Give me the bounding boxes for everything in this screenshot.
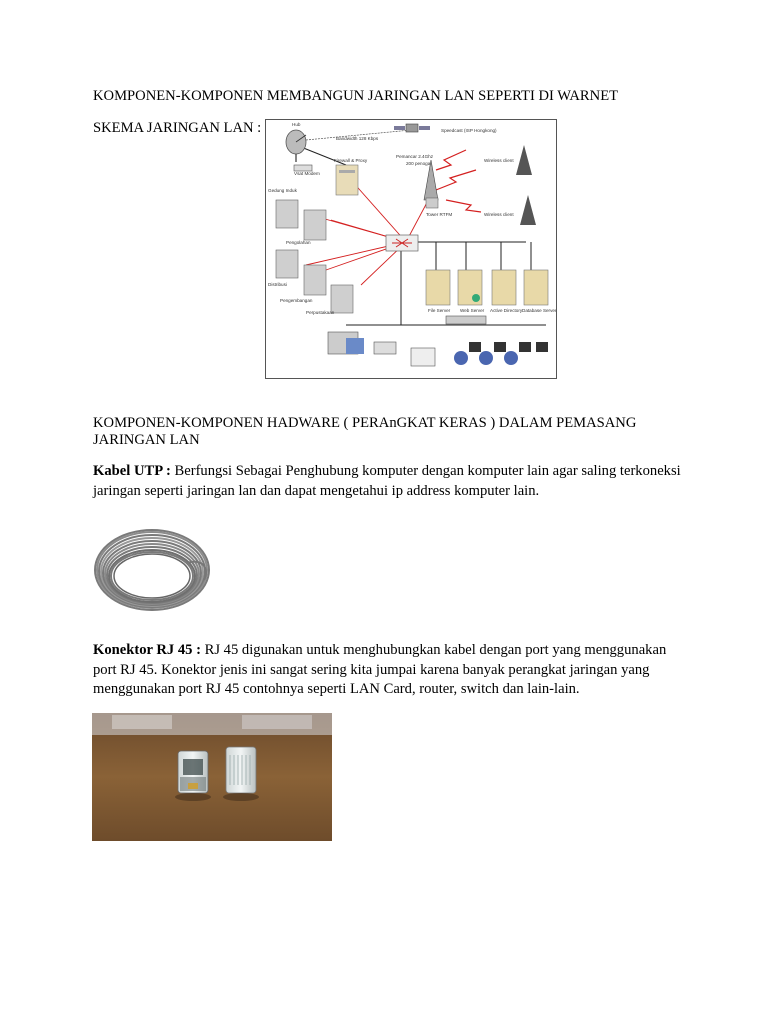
label-modem: Vsat Modem [294, 171, 320, 176]
schema-label: SKEMA JARINGAN LAN : [93, 120, 262, 136]
peripheral-devices-icons [328, 332, 435, 366]
label-tower: Tower RTFM [426, 212, 453, 217]
workstation-users-icons [454, 342, 548, 365]
label-speedcast: Speedcast (ISP Hongkong) [441, 128, 497, 133]
router-switch-icon [386, 235, 418, 251]
label-wireless-client-1: Wireless client [484, 158, 514, 163]
lan-network-diagram [265, 119, 557, 379]
rj45-description: RJ 45 digunakan untuk menghubungkan kabel dengan port yang menggunakan port RJ 45. Konektor jenis ini sangat sering kita jumpai karena banyak perangkat jaringan yang menggunakan port RJ 45 contohnya seperti LAN Card, router, switch dan lain-lain. [93, 642, 667, 697]
page-heading: KOMPONEN-KOMPONEN MEMBANGUN JARINGAN LAN SEPERTI DI WARNET [93, 88, 619, 104]
transmitter-tower-icon [424, 160, 438, 208]
server-rack-icons [426, 270, 548, 305]
satellite-dish-icon [286, 130, 306, 162]
label-web-server: Web Server [460, 308, 485, 313]
label-file-server: File Server [428, 308, 451, 313]
utp-description: Berfungsi Sebagai Penghubung komputer dengan komputer lain agar saling terkoneksi jaringan seperti jaringan lan dan dapat mengetahui ip address komputer lain. [93, 463, 681, 499]
paragraph-utp [93, 462, 693, 501]
label-distribusi: Distribusi [268, 282, 287, 287]
label-wireless-client-2: Wireless client [484, 212, 514, 217]
hub-icon [446, 316, 486, 324]
section-heading-line-1: KOMPONEN-KOMPONEN HADWARE ( PERAnGKAT KERAS ) DALAM PEMASANG [93, 415, 637, 431]
label-database-server: Database Server [522, 308, 556, 313]
rj45-connector-photo [92, 713, 332, 841]
globe-icon [472, 294, 480, 302]
label-perpustakaan: Perpustakaan [306, 310, 335, 315]
label-gedung-induk: Gedung Induk [268, 188, 297, 193]
utp-cable-photo [92, 518, 222, 628]
label-firewall: Firewall & Proxy [334, 158, 368, 163]
label-pemancar: Pemancar 2.4Ghz [396, 154, 434, 159]
paragraph-rj45 [93, 641, 693, 700]
wireless-client-tower-icon [516, 145, 536, 225]
label-active-directory: Active Directory [490, 308, 523, 313]
label-pengolahan: Pengolahan [286, 240, 311, 245]
label-pengembangan: Pengembangan [280, 298, 313, 303]
label-hub: Hub [292, 122, 301, 127]
label-bandwidth: Bandwidth 128 Kbps [336, 136, 379, 141]
term-kabel-utp: Kabel UTP : [93, 463, 171, 479]
section-heading-line-2: JARINGAN LAN [93, 432, 200, 448]
term-konektor-rj45: Konektor RJ 45 : [93, 642, 201, 658]
label-pemancar-sub: 200 penoga [406, 161, 431, 166]
firewall-server-icon [336, 165, 358, 195]
